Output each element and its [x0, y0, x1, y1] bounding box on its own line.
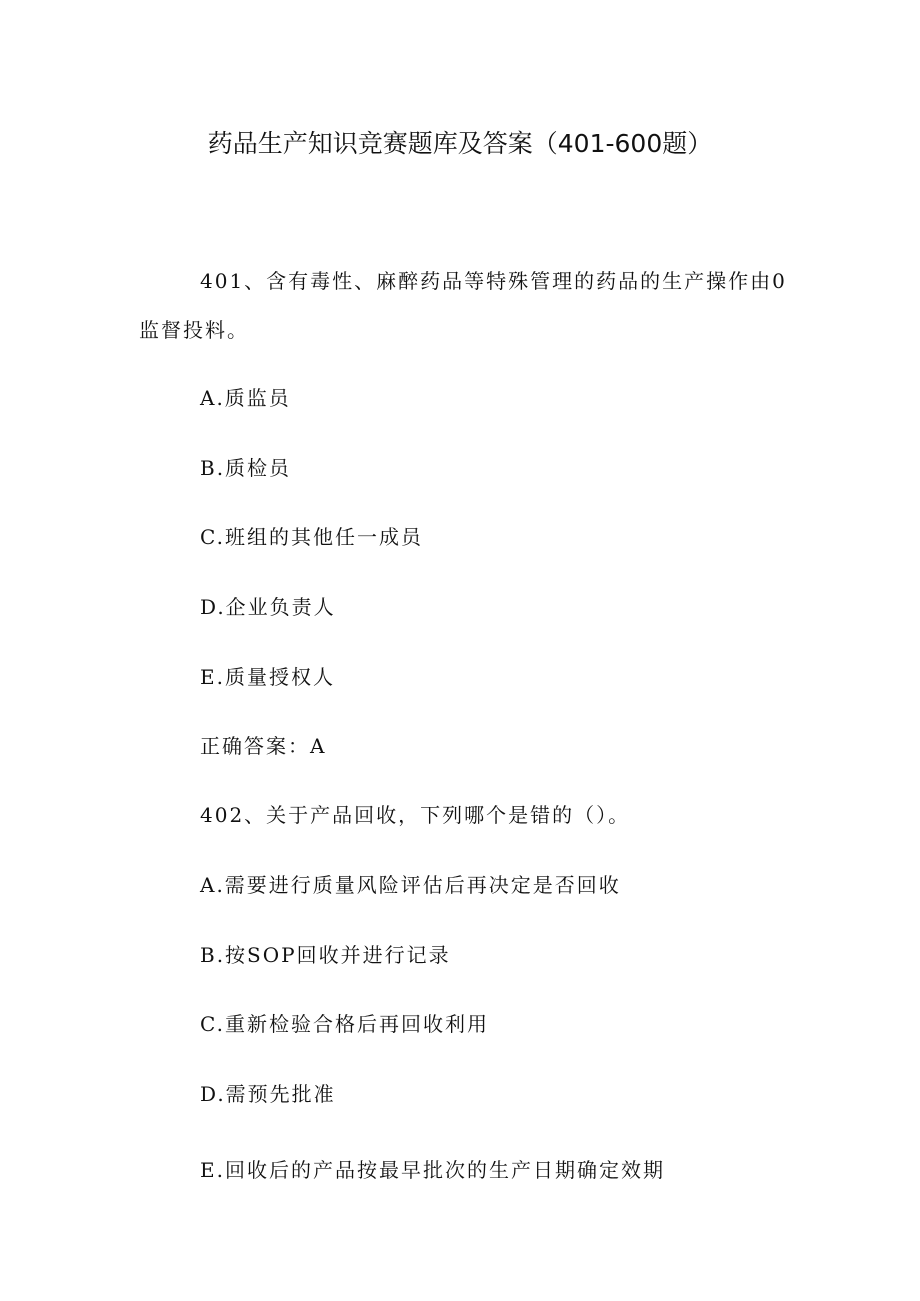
question-401-option-d: D.企业负责人 — [200, 595, 336, 619]
question-402-option-b: B.按SOP回收并进行记录 — [200, 943, 451, 967]
question-401-option-a: A.质监员 — [200, 386, 291, 410]
question-401-option-c: C.班组的其他任一成员 — [200, 525, 423, 549]
document-title: 药品生产知识竞赛题库及答案（401-600题） — [207, 129, 713, 158]
question-401-answer: 正确答案：A — [200, 734, 327, 758]
question-402-option-d: D.需预先批准 — [200, 1082, 336, 1106]
question-402-option-c: C.重新检验合格后再回收利用 — [200, 1012, 489, 1036]
question-402-option-a: A.需要进行质量风险评估后再决定是否回收 — [200, 873, 621, 897]
question-401-option-b: B.质检员 — [200, 456, 292, 480]
question-402-text: 402、关于产品回收，下列哪个是错的（）。 — [200, 803, 631, 827]
question-401-option-e: E.质量授权人 — [200, 665, 335, 689]
question-401-text: 401、含有毒性、麻醉药品等特殊管理的药品的生产操作由0 — [200, 269, 787, 293]
question-401-continuation: 监督投料。 — [139, 318, 249, 342]
question-402-option-e: E.回收后的产品按最早批次的生产日期确定效期 — [200, 1158, 665, 1182]
